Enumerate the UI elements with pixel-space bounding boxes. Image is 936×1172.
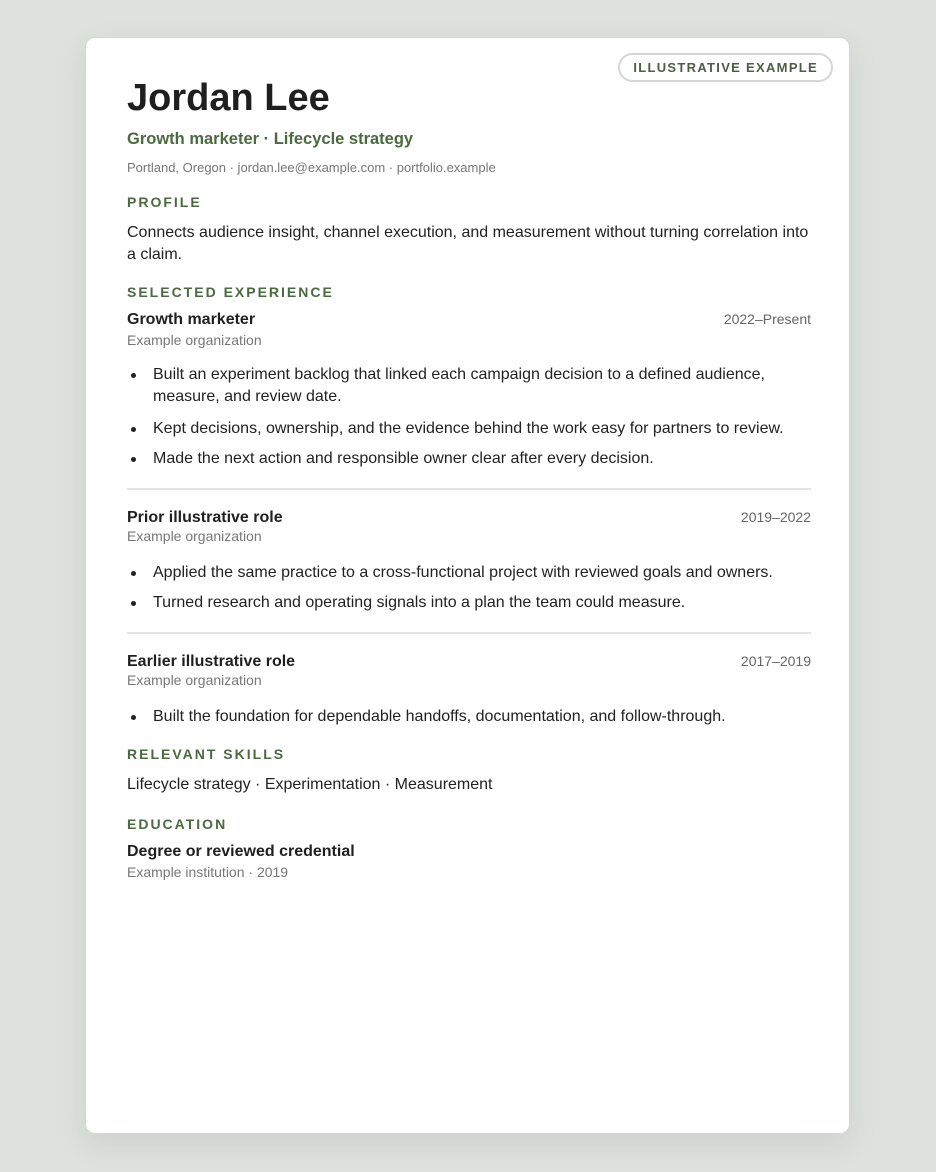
role-organization: Example organization xyxy=(127,528,262,544)
bullet-icon xyxy=(131,571,136,576)
role-divider xyxy=(127,488,811,490)
role-title: Earlier illustrative role xyxy=(127,653,296,670)
bullet-icon xyxy=(131,457,136,462)
role-title: Growth marketer xyxy=(127,311,256,328)
skills-heading: RELEVANT SKILLS xyxy=(127,746,286,762)
role-organization: Example organization xyxy=(127,332,262,348)
skills-text: Lifecycle strategy · Experimentation · Measurement xyxy=(127,776,493,793)
illustrative-example-badge: ILLUSTRATIVE EXAMPLE xyxy=(618,53,833,82)
role-dates: 2019–2022 xyxy=(740,509,811,525)
bullet-text: Built the foundation for dependable handoffs, documentation, and follow-through. xyxy=(153,708,726,725)
profile-heading: PROFILE xyxy=(127,194,202,210)
education-degree: Degree or reviewed credential xyxy=(127,843,355,860)
candidate-tagline: Growth marketer · Lifecycle strategy xyxy=(127,130,414,148)
role-dates: 2022–Present xyxy=(723,311,811,327)
bullet-icon xyxy=(131,373,136,378)
candidate-name: Jordan Lee xyxy=(127,77,330,119)
bullet-text: Built an experiment backlog that linked each campaign decision to a defined audience, measure, and review date. xyxy=(153,366,765,405)
role-organization: Example organization xyxy=(127,672,262,688)
education-meta: Example institution · 2019 xyxy=(127,864,289,880)
bullet-text: Made the next action and responsible owner clear after every decision. xyxy=(153,450,654,467)
bullet-text: Applied the same practice to a cross-functional project with reviewed goals and owners. xyxy=(153,564,773,581)
profile-text: Connects audience insight, channel execution, and measurement without turning correlation into a claim. xyxy=(127,224,809,263)
contact-line: Portland, Oregon · jordan.lee@example.com · portfolio.example xyxy=(127,160,496,175)
bullet-icon xyxy=(131,427,136,432)
role-divider xyxy=(127,632,811,634)
role-title: Prior illustrative role xyxy=(127,509,283,526)
experience-heading: SELECTED EXPERIENCE xyxy=(127,284,334,300)
bullet-icon xyxy=(131,601,136,606)
bullet-text: Turned research and operating signals into a plan the team could measure. xyxy=(153,594,686,611)
resume-page xyxy=(85,37,850,1134)
role-dates: 2017–2019 xyxy=(740,653,811,669)
bullet-text: Kept decisions, ownership, and the evidence behind the work easy for partners to review. xyxy=(153,420,784,437)
education-heading: EDUCATION xyxy=(127,816,228,832)
bullet-icon xyxy=(131,715,136,720)
